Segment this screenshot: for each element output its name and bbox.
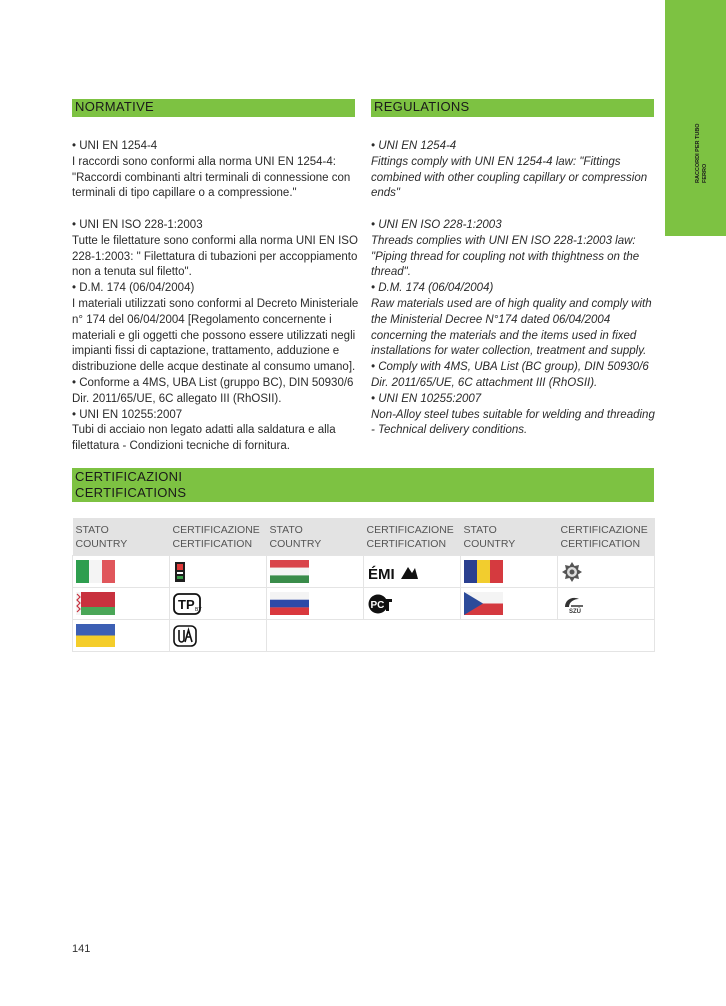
svg-text:SZÚ: SZÚ (569, 608, 581, 615)
empty-cell (267, 620, 655, 652)
svg-text:TP: TP (178, 596, 195, 612)
normative-item: Tutte le filettature sono conformi alla norma UNI EN ISO 228-1:2003: " Filettatura di tubazioni per accoppiamento non a tenuta sul filetto". (72, 234, 358, 279)
szu-logo-icon (561, 593, 587, 615)
flag-italy-icon (76, 560, 115, 583)
normative-item: • UNI EN ISO 228-1:2003 (72, 218, 203, 231)
flag-czech-republic-icon (464, 592, 503, 615)
page-number: 141 (72, 943, 91, 955)
normative-item: • Conforme a 4MS, UBA List (gruppo BC), DIN 50930/6 Dir. 2011/65/UE, 6C allegato III (RhOSII). (72, 376, 354, 405)
normative-item: • D.M. 174 (06/04/2004) (72, 282, 195, 295)
column-header-certification: CERTIFICAZIONE CERTIFICATION (364, 518, 461, 556)
certifications-title-it: CERTIFICAZIONI (75, 469, 183, 484)
normative-item: I raccordi sono conformi alla norma UNI EN 1254-4: "Raccordi combinanti altri terminali di connessione con terminali di tipo capillare o a compressione." (72, 155, 351, 200)
normative-heading: NORMATIVE (72, 99, 355, 117)
normative-text (72, 139, 362, 455)
flag-belarus-icon (76, 592, 115, 615)
regulations-item: • Comply with 4MS, UBA List (BC group), DIN 50930/6 Dir. 2011/65/UE, 6C attachment III (RhOSII). (371, 361, 649, 389)
table-row (73, 620, 655, 652)
column-header-certification: CERTIFICAZIONE CERTIFICATION (170, 518, 267, 556)
column-header-country: STATO COUNTRY (267, 518, 364, 556)
country-cell (461, 556, 558, 588)
certification-cell (364, 556, 461, 588)
table-header-row (73, 518, 655, 556)
regulations-item: • UNI EN 10255:2007 (371, 392, 482, 405)
regulations-item: Non-Alloy steel tubes suitable for welding and threading - Technical delivery conditions. (371, 408, 655, 437)
certification-cell (558, 556, 655, 588)
certification-cell (170, 620, 267, 652)
regulations-item: Fittings comply with UNI EN 1254-4 law: "Fittings combined with other coupling capillary or compression ends" (371, 155, 648, 200)
side-tab-label: RACCORDI PER TUBO FERRO (695, 123, 708, 183)
flag-ukraine-icon (76, 624, 115, 647)
country-cell (267, 556, 364, 588)
certification-cell (558, 588, 655, 620)
regulations-heading: REGULATIONS (371, 99, 654, 117)
country-cell (73, 588, 170, 620)
svg-text:ÉMI: ÉMI (368, 565, 395, 582)
regulations-text (371, 139, 661, 439)
certification-cell (364, 588, 461, 620)
ua-logo-icon (173, 625, 199, 647)
normative-item: Tubi di acciaio non legato adatti alla saldatura e alla filettatura - Condizioni tecniche di fornitura. (72, 424, 336, 453)
certification-cell (170, 556, 267, 588)
regulations-item: • D.M. 174 (06/04/2004) (371, 282, 494, 295)
iip-logo-icon (173, 561, 187, 583)
flag-russia-icon (270, 592, 309, 615)
table-row (73, 588, 655, 620)
country-cell (267, 588, 364, 620)
svg-text:PC: PC (370, 599, 385, 611)
certifications-title-en: CERTIFICATIONS (75, 485, 187, 500)
emi-logo-icon (367, 562, 419, 582)
country-cell (73, 620, 170, 652)
certifications-heading (72, 468, 654, 502)
column-header-country: STATO COUNTRY (73, 518, 170, 556)
flag-hungary-icon (270, 560, 309, 583)
column-header-country: STATO COUNTRY (461, 518, 558, 556)
pct-logo-icon (367, 593, 393, 615)
normative-item: I materiali utilizzati sono conformi al Decreto Ministeriale n° 174 del 06/04/2004 [Regolamento concernente i materiali e gli oggetti che possono essere utilizzati negli impianti fissi di captazione, trattamento, adduzione e distribuzione delle acque destinate al consumo umano]. (72, 297, 359, 374)
section-side-tab (665, 0, 726, 236)
certifications-table (72, 518, 655, 652)
romania-seal-icon (561, 561, 583, 583)
svg-text:BY: BY (195, 606, 202, 613)
normative-item: • UNI EN 1254-4 (72, 140, 158, 152)
regulations-item: • UNI EN 1254-4 (371, 140, 457, 152)
table-row (73, 556, 655, 588)
column-header-certification: CERTIFICAZIONE CERTIFICATION (558, 518, 655, 556)
regulations-item: Raw materials used are of high quality and comply with the Ministerial Decree N°174 dated 06/04/2004 concerning the materials and the items used in fixed installations for water collection, treatment and supply. (371, 297, 652, 358)
country-cell (73, 556, 170, 588)
normative-item: • UNI EN 10255:2007 (72, 408, 183, 421)
country-cell (461, 588, 558, 620)
regulations-item: • UNI EN ISO 228-1:2003 (371, 218, 502, 231)
flag-romania-icon (464, 560, 503, 583)
tp-logo-icon (173, 593, 203, 615)
regulations-item: Threads complies with UNI EN ISO 228-1:2003 law: "Piping thread for coupling not with thightness on the thread". (371, 234, 640, 279)
certification-cell (170, 588, 267, 620)
